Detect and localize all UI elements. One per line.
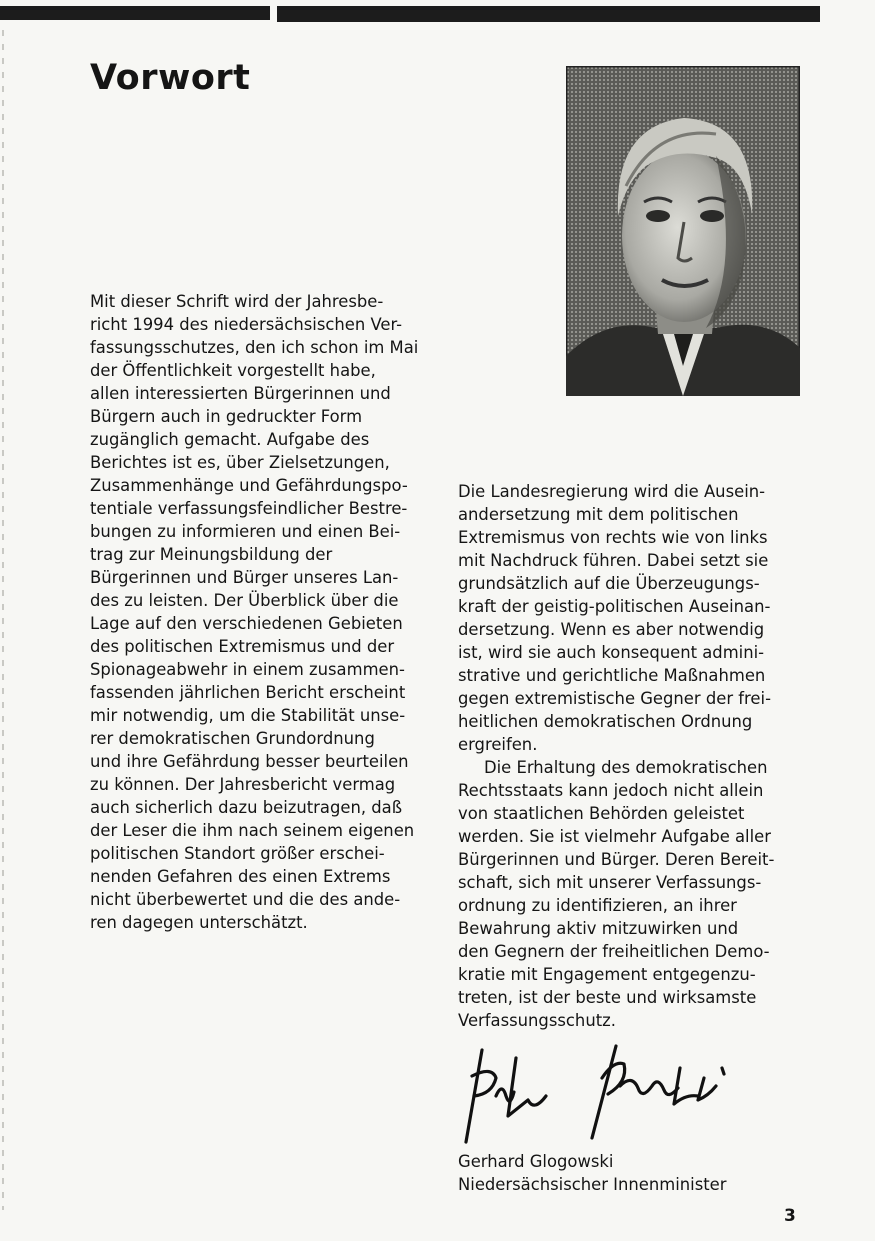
text-line: Die Erhaltung des demokratischen xyxy=(484,758,768,777)
text-line: richt 1994 des niedersächsischen Ver- xyxy=(90,315,403,334)
text-line: fassungsschutzes, den ich schon im Mai xyxy=(90,338,419,357)
text-line: trag zur Meinungsbildung der xyxy=(90,545,333,564)
text-line: tentiale verfassungsfeindlicher Bestre- xyxy=(90,499,408,518)
top-scan-bar-left xyxy=(0,6,270,20)
text-line: Mit dieser Schrift wird der Jahresbe- xyxy=(90,292,384,311)
text-line: auch sicherlich dazu beizutragen, daß xyxy=(90,798,403,817)
text-line: Verfassungsschutz. xyxy=(458,1011,616,1030)
text-line: Lage auf den verschiedenen Gebieten xyxy=(90,614,403,633)
text-line: ergreifen. xyxy=(458,735,538,754)
signatory-name: Gerhard Glogowski xyxy=(458,1152,614,1171)
text-line: zu können. Der Jahresbericht vermag xyxy=(90,775,396,794)
text-line: fassenden jährlichen Bericht erscheint xyxy=(90,683,406,702)
page-number: 3 xyxy=(784,1206,796,1226)
paragraph xyxy=(458,756,803,1032)
text-line: andersetzung mit dem politischen xyxy=(458,505,739,524)
left-text-column xyxy=(90,290,435,934)
text-line: Bürgerinnen und Bürger. Deren Bereit- xyxy=(458,850,775,869)
text-line: Rechtsstaats kann jedoch nicht allein xyxy=(458,781,764,800)
top-scan-bar-right xyxy=(277,6,820,22)
text-line: Berichtes ist es, über Zielsetzungen, xyxy=(90,453,390,472)
text-line: der Leser die ihm nach seinem eigenen xyxy=(90,821,415,840)
text-line: rer demokratischen Grundordnung xyxy=(90,729,375,748)
signatory-title: Niedersächsischer Innenminister xyxy=(458,1175,727,1194)
text-line: Bürgern auch in gedruckter Form xyxy=(90,407,363,426)
text-line: kraft der geistig-politischen Auseinan- xyxy=(458,597,771,616)
text-line: der Öffentlichkeit vorgestellt habe, xyxy=(90,361,376,380)
text-line: bungen zu informieren und einen Bei- xyxy=(90,522,401,541)
text-line: heitlichen demokratischen Ordnung xyxy=(458,712,753,731)
scan-edge-marks xyxy=(2,30,4,1210)
text-line: schaft, sich mit unserer Verfassungs- xyxy=(458,873,762,892)
text-line: kratie mit Engagement entgegenzu- xyxy=(458,965,756,984)
text-line: strative und gerichtliche Maßnahmen xyxy=(458,666,766,685)
text-line: Extremismus von rechts wie von links xyxy=(458,528,768,547)
text-line: Spionageabwehr in einem zusammen- xyxy=(90,660,405,679)
text-line: des zu leisten. Der Überblick über die xyxy=(90,591,399,610)
text-line: von staatlichen Behörden geleistet xyxy=(458,804,745,823)
text-line: Zusammenhänge und Gefährdungspo- xyxy=(90,476,408,495)
text-line: grundsätzlich auf die Überzeugungs- xyxy=(458,574,760,593)
portrait-photo xyxy=(566,66,800,396)
text-line: gegen extremistische Gegner der frei- xyxy=(458,689,771,708)
text-line: mit Nachdruck führen. Dabei setzt sie xyxy=(458,551,769,570)
text-line: treten, ist der beste und wirksamste xyxy=(458,988,757,1007)
text-line: nenden Gefahren des einen Extrems xyxy=(90,867,391,886)
text-line: ren dagegen unterschätzt. xyxy=(90,913,308,932)
text-line: politischen Standort größer erschei- xyxy=(90,844,385,863)
text-line: ordnung zu identifizieren, an ihrer xyxy=(458,896,737,915)
text-line: Die Landesregierung wird die Ausein- xyxy=(458,482,766,501)
paragraph xyxy=(458,480,803,756)
text-line: werden. Sie ist vielmehr Aufgabe aller xyxy=(458,827,771,846)
text-line: mir notwendig, um die Stabilität unse- xyxy=(90,706,406,725)
text-line: den Gegnern der freiheitlichen Demo- xyxy=(458,942,770,961)
text-line: des politischen Extremismus und der xyxy=(90,637,395,656)
text-line: nicht überbewertet und die des ande- xyxy=(90,890,401,909)
text-line: Bürgerinnen und Bürger unseres Lan- xyxy=(90,568,399,587)
text-line: allen interessierten Bürgerinnen und xyxy=(90,384,391,403)
handwritten-signature xyxy=(452,1038,772,1148)
text-line: ist, wird sie auch konsequent admini- xyxy=(458,643,765,662)
text-line: zugänglich gemacht. Aufgabe des xyxy=(90,430,370,449)
text-line: dersetzung. Wenn es aber notwendig xyxy=(458,620,765,639)
text-line: Bewahrung aktiv mitzuwirken und xyxy=(458,919,739,938)
text-line: und ihre Gefährdung besser beurteilen xyxy=(90,752,409,771)
page-title: Vorwort xyxy=(90,58,251,98)
paragraph xyxy=(90,290,435,934)
right-text-column xyxy=(458,480,803,1032)
